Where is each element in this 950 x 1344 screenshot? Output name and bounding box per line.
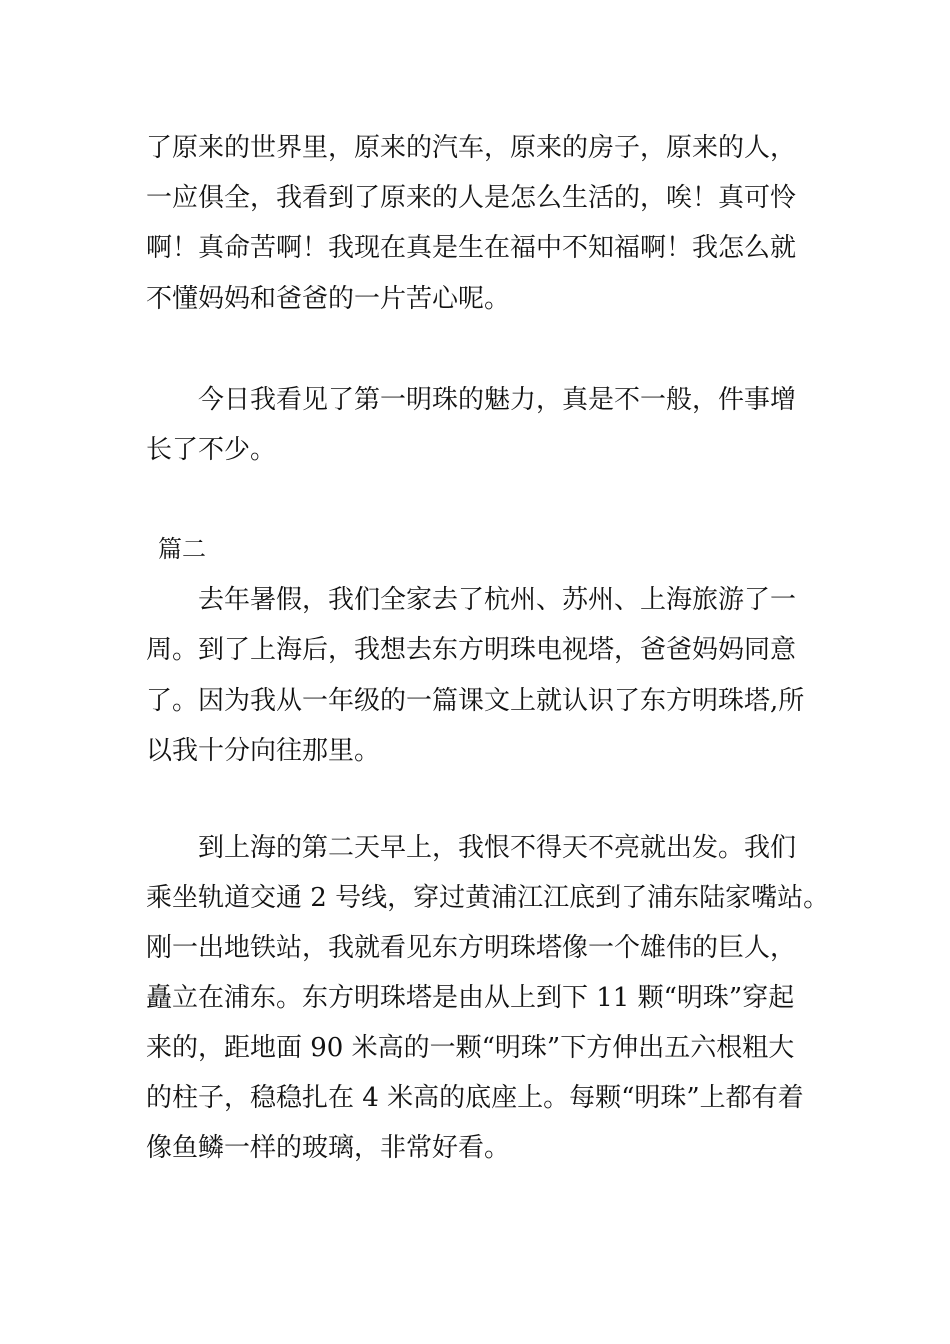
section-heading: 篇二	[158, 535, 206, 563]
text-line: 啊！真命苦啊！我现在真是生在福中不知福啊！我怎么就	[146, 233, 797, 263]
text-line: 乘坐轨道交通 2 号线，穿过黄浦江江底到了浦东陆家嘴站。	[146, 883, 830, 913]
text-line: 矗立在浦东。东方明珠塔是由从上到下 11 颗“明珠”穿起	[146, 983, 795, 1013]
text-line: 周。到了上海后，我想去东方明珠电视塔，爸爸妈妈同意	[146, 635, 797, 665]
text-line: 刚一出地铁站，我就看见东方明珠塔像一个雄伟的巨人，	[146, 933, 797, 963]
text-line: 长了不少。	[146, 435, 277, 465]
text-line: 以我十分向往那里。	[146, 736, 381, 766]
text-line: 一应俱全，我看到了原来的人是怎么生活的，唉！真可怜	[146, 183, 797, 213]
text-line: 像鱼鳞一样的玻璃，非常好看。	[146, 1133, 511, 1163]
text-line: 的柱子，稳稳扎在 4 米高的底座上。每颗“明珠”上都有着	[146, 1083, 804, 1113]
text-line: 不懂妈妈和爸爸的一片苦心呢。	[146, 284, 511, 314]
text-line: 去年暑假，我们全家去了杭州、苏州、上海旅游了一	[198, 585, 797, 615]
text-line: 到上海的第二天早上，我恨不得天不亮就出发。我们	[198, 833, 797, 863]
text-line: 了原来的世界里，原来的汽车，原来的房子，原来的人，	[146, 133, 797, 163]
text-line: 今日我看见了第一明珠的魅力，真是不一般，件事增	[198, 385, 797, 415]
text-line: 来的，距地面 90 米高的一颗“明珠”下方伸出五六根粗大	[146, 1033, 795, 1063]
text-line: 了。因为我从一年级的一篇课文上就认识了东方明珠塔,所	[146, 686, 805, 716]
